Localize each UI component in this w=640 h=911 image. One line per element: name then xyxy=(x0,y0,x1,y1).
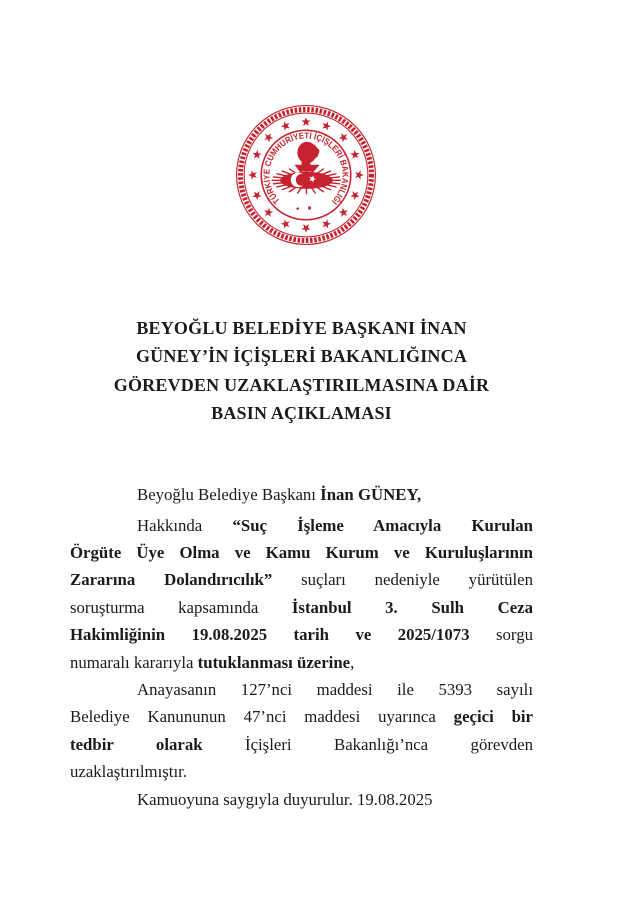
bold-text-run: “Suç İşleme Amacıyla Kurulan xyxy=(232,515,534,535)
text-run: Beyoğlu Belediye Başkanı xyxy=(137,485,321,505)
text-run: Anayasanın 127’nci maddesi ile 5393 sayılı xyxy=(137,680,533,700)
text-run: Hakkında xyxy=(137,515,233,535)
text-line xyxy=(70,786,533,813)
text-line xyxy=(70,676,533,703)
text-line xyxy=(70,481,533,508)
document-content xyxy=(70,314,533,813)
text-line xyxy=(70,566,533,593)
paragraph-charges xyxy=(70,512,533,676)
bold-text-run: geçici bir xyxy=(453,707,534,727)
title-line: BEYOĞLU BELEDİYE BAŞKANI İNAN xyxy=(136,318,467,338)
text-run: Kamuoyuna saygıyla duyurulur. 19.08.2025 xyxy=(137,789,433,809)
text-run: Belediye Kanununun 47’nci maddesi uyarınca xyxy=(70,707,454,727)
title-line: GÖREVDEN UZAKLAŞTIRILMASINA DAİR xyxy=(113,374,490,395)
text-run: suçları nedeniyle yürütülen xyxy=(272,570,533,590)
bold-text-run: Zararına Dolandırıcılık” xyxy=(70,570,273,590)
paragraph-legal-basis xyxy=(70,676,533,786)
text-run: uzaklaştırılmıştır. xyxy=(70,762,187,782)
bold-text-run: İnan GÜNEY, xyxy=(320,485,422,505)
title-line: BASIN AÇIKLAMASI xyxy=(211,402,392,423)
text-run: İçişleri Bakanlığı’nca görevden xyxy=(202,734,533,754)
title-line: GÜNEY’İN İÇİŞLERİ BAKANLIĞINCA xyxy=(135,346,468,367)
text-line xyxy=(70,731,533,758)
bold-text-run: Örgüte Üye Olma ve Kamu Kurum ve Kuruluşlarının xyxy=(70,543,533,562)
text-run: soruşturma kapsamında xyxy=(70,597,292,617)
paragraph-intro xyxy=(70,481,533,508)
bold-text-run: tutuklanması üzerine xyxy=(197,652,351,672)
text-run: sorgu xyxy=(469,625,533,645)
bold-text-run: Hakimliğinin 19.08.2025 tarih ve 2025/1073 xyxy=(70,625,470,645)
text-line xyxy=(70,758,533,785)
text-line xyxy=(70,539,533,566)
document-body xyxy=(70,481,533,813)
paragraph-closing xyxy=(70,786,533,813)
text-line xyxy=(70,512,533,539)
seal-bottom-marks xyxy=(296,207,311,210)
text-run: numaralı kararıyla xyxy=(70,652,198,672)
press-release-title xyxy=(70,314,533,427)
bold-text-run: İstanbul 3. Sulh Ceza xyxy=(291,597,533,617)
text-line xyxy=(70,649,533,676)
ministry-seal-graphic xyxy=(233,102,379,248)
bold-text-run: tedbir olarak xyxy=(70,734,203,754)
ministry-seal xyxy=(233,102,379,248)
text-line xyxy=(70,621,533,648)
text-line xyxy=(70,594,533,621)
seal-ring-text: TÜRKİYE CUMHURİYETİ İÇİŞLERİ BAKANLIĞI xyxy=(261,130,351,207)
text-run: , xyxy=(350,652,355,672)
text-line xyxy=(70,703,533,730)
